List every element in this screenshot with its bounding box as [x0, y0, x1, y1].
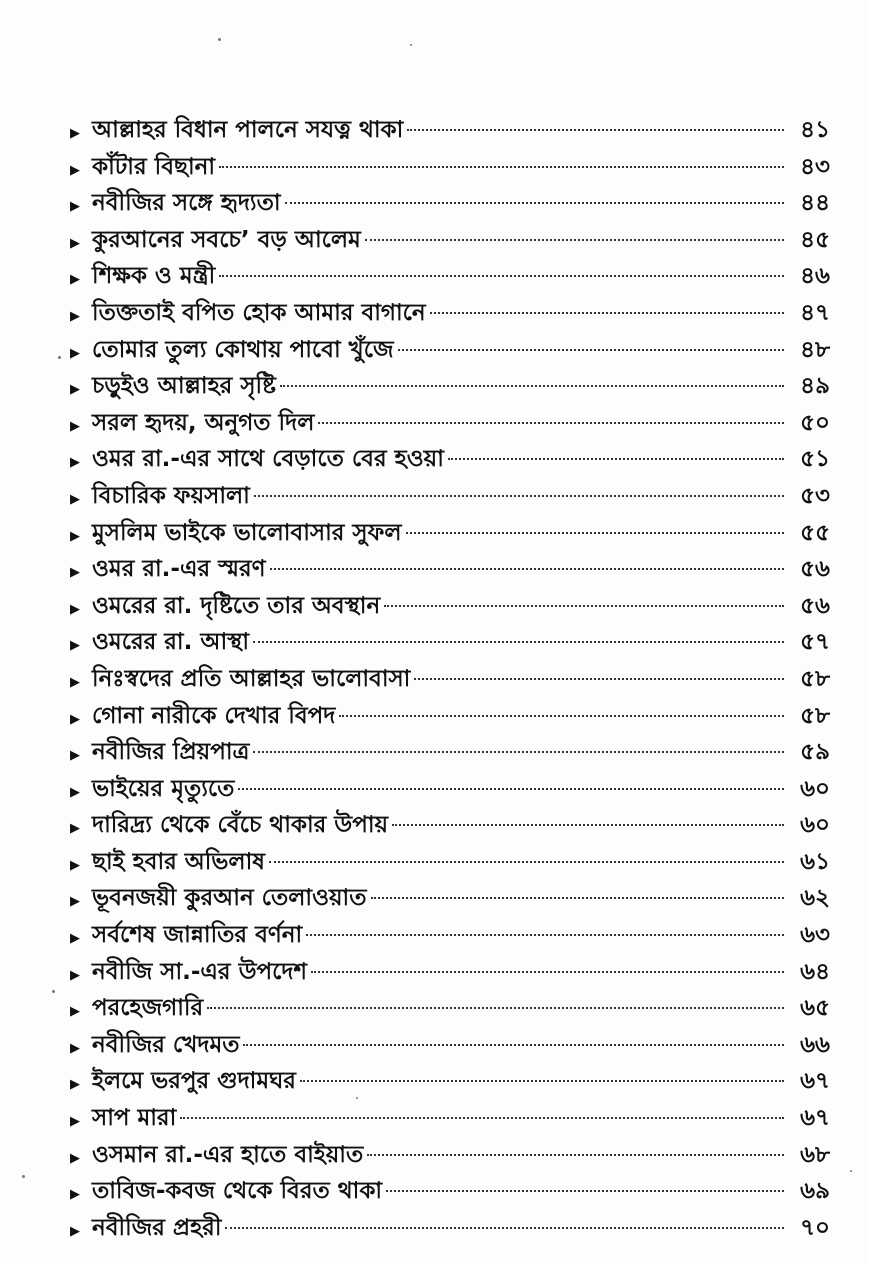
triangle-right-icon: ▶ [70, 418, 80, 434]
toc-entry[interactable] [70, 588, 830, 625]
dotted-leader [219, 166, 784, 168]
dotted-leader [243, 1044, 784, 1046]
toc-entry[interactable] [70, 1100, 830, 1137]
toc-entry-title: নবীজির প্রহরী [92, 1214, 222, 1241]
toc-entry-page-number: ৫৬ [800, 556, 830, 583]
triangle-right-icon: ▶ [70, 748, 80, 764]
triangle-right-icon: ▶ [70, 711, 80, 727]
toc-entry-page-number: ৬৭ [800, 1105, 830, 1132]
dotted-leader [238, 788, 784, 790]
toc-entry[interactable] [70, 807, 830, 844]
toc-entry[interactable] [70, 990, 830, 1027]
dotted-leader [306, 934, 784, 936]
toc-entry-page-number: ৬৩ [800, 922, 830, 949]
toc-entry[interactable] [70, 295, 830, 332]
scan-speck [410, 44, 412, 46]
dotted-leader [285, 202, 785, 204]
toc-entry[interactable] [70, 112, 830, 149]
toc-entry[interactable] [70, 185, 830, 222]
toc-entry[interactable] [70, 954, 830, 991]
toc-entry-title: সাপ মারা [92, 1105, 177, 1132]
toc-entry-page-number: ৫৬ [800, 592, 830, 619]
toc-entry[interactable] [70, 441, 830, 478]
toc-entry-title: ওসমান রা.-এর হাতে বাইয়াত [92, 1141, 364, 1168]
scan-speck [850, 1170, 852, 1172]
toc-entry[interactable] [70, 258, 830, 295]
toc-entry-title: তিক্ততাই বপিত হোক আমার বাগানে [92, 299, 426, 326]
toc-entry-page-number: ৪৫ [800, 226, 830, 253]
toc-entry-title: ওমর রা.-এর সাথে বেড়াতে বের হওয়া [92, 446, 444, 473]
triangle-right-icon: ▶ [70, 565, 80, 581]
toc-entry-title: ভাইয়ের মৃত্যুতে [92, 775, 235, 802]
toc-entry[interactable] [70, 698, 830, 735]
toc-entry[interactable] [70, 771, 830, 808]
triangle-right-icon: ▶ [70, 784, 80, 800]
dotted-leader [254, 495, 784, 497]
toc-entry-page-number: ৪৯ [800, 373, 830, 400]
toc-entry-title: ভূবনজয়ী কুরআন তেলাওয়াত [92, 885, 367, 912]
dotted-leader [430, 312, 784, 314]
toc-entry-page-number: ৬৭ [800, 1068, 830, 1095]
dotted-leader [392, 824, 784, 826]
dotted-leader [406, 532, 784, 534]
toc-entry-page-number: ৬৫ [800, 995, 830, 1022]
toc-entry-title: সর্বশেষ জান্নাতির বর্ণনা [92, 922, 303, 949]
toc-entry[interactable] [70, 917, 830, 954]
dotted-leader [407, 129, 784, 131]
scan-speck [22, 1175, 25, 1178]
dotted-leader [225, 1227, 784, 1229]
triangle-right-icon: ▶ [70, 1114, 80, 1130]
dotted-leader [253, 641, 784, 643]
toc-entry[interactable] [70, 222, 830, 259]
toc-entry[interactable] [70, 551, 830, 588]
scan-speck [218, 38, 221, 41]
triangle-right-icon: ▶ [70, 345, 80, 361]
toc-entry-title: শিক্ষক ও মন্ত্রী [92, 263, 216, 290]
toc-entry-title: ওমর রা.-এর স্মরণ [92, 556, 266, 583]
toc-entry-page-number: ৫০ [800, 409, 830, 436]
toc-entry-page-number: ৭০ [800, 1214, 830, 1241]
triangle-right-icon: ▶ [70, 308, 80, 324]
toc-entry[interactable] [70, 332, 830, 369]
toc-entry-page-number: ৪৬ [800, 263, 830, 290]
triangle-right-icon: ▶ [70, 894, 80, 910]
toc-entry-title: নবীজির প্রিয়পাত্র [92, 739, 250, 766]
toc-entry[interactable] [70, 844, 830, 881]
toc-entry-page-number: ৫৭ [800, 629, 830, 656]
toc-entry-page-number: ৪৭ [800, 299, 830, 326]
dotted-leader [367, 1154, 784, 1156]
triangle-right-icon: ▶ [70, 601, 80, 617]
toc-entry-page-number: ৪৮ [800, 336, 830, 363]
toc-entry-title: নবীজির খেদমত [92, 1031, 240, 1058]
toc-entry[interactable] [70, 1063, 830, 1100]
toc-entry-title: ওমরের রা. আস্থা [92, 629, 250, 656]
dotted-leader [311, 971, 784, 973]
toc-entry-page-number: ৫৯ [800, 739, 830, 766]
triangle-right-icon: ▶ [70, 1150, 80, 1166]
dotted-leader [253, 751, 784, 753]
dotted-leader [300, 1080, 784, 1082]
toc-entry-title: ইলমে ভরপুর গুদামঘর [92, 1068, 296, 1095]
toc-entry[interactable] [70, 515, 830, 552]
scan-speck [58, 356, 61, 359]
toc-entry-page-number: ৫৩ [800, 482, 830, 509]
triangle-right-icon: ▶ [70, 162, 80, 178]
dotted-leader [180, 1117, 784, 1119]
toc-entry-title: নবীজি সা.-এর উপদেশ [92, 958, 308, 985]
dotted-leader [365, 239, 784, 241]
triangle-right-icon: ▶ [70, 821, 80, 837]
triangle-right-icon: ▶ [70, 857, 80, 873]
toc-entry[interactable] [70, 405, 830, 442]
toc-entry-page-number: ৬৪ [800, 958, 830, 985]
toc-entry[interactable] [70, 1027, 830, 1064]
triangle-right-icon: ▶ [70, 235, 80, 251]
dotted-leader [339, 715, 784, 717]
toc-entry-page-number: ৫৫ [800, 519, 830, 546]
toc-entry-title: দারিদ্র্য থেকে বেঁচে থাকার উপায় [92, 812, 389, 839]
dotted-leader [386, 1190, 784, 1192]
triangle-right-icon: ▶ [70, 674, 80, 690]
toc-entry[interactable] [70, 478, 830, 515]
toc-entry[interactable] [70, 624, 830, 661]
dotted-leader [219, 275, 784, 277]
toc-entry-page-number: ৫৮ [800, 702, 830, 729]
toc-entry-page-number: ৪৪ [800, 190, 830, 217]
toc-entry-page-number: ৬৬ [800, 1031, 830, 1058]
toc-entry-page-number: ৬২ [800, 885, 830, 912]
toc-entry-page-number: ৬০ [800, 812, 830, 839]
scan-speck [52, 990, 55, 993]
dotted-leader [318, 422, 784, 424]
toc-entry[interactable] [70, 1173, 830, 1210]
dotted-leader [207, 1007, 784, 1009]
toc-entry[interactable] [70, 1137, 830, 1174]
toc-entry[interactable] [70, 1210, 830, 1247]
dotted-leader [448, 458, 784, 460]
toc-entry-title: নবীজির সঙ্গে হৃদ্যতা [92, 190, 281, 217]
toc-entry[interactable] [70, 149, 830, 186]
toc-entry-title: বিচারিক ফয়সালা [92, 482, 250, 509]
toc-entry-page-number: ৬১ [800, 848, 830, 875]
toc-entry-page-number: ৬৮ [800, 1141, 830, 1168]
dotted-leader [280, 385, 784, 387]
triangle-right-icon: ▶ [70, 1004, 80, 1020]
toc-entry-page-number: ৬০ [800, 775, 830, 802]
triangle-right-icon: ▶ [70, 1187, 80, 1203]
toc-entry-title: মুসলিম ভাইকে ভালোবাসার সুফল [92, 519, 402, 546]
toc-entry-title: নিঃস্বদের প্রতি আল্লাহর ভালোবাসা [92, 665, 411, 692]
dotted-leader [270, 568, 784, 570]
toc-entry[interactable] [70, 734, 830, 771]
dotted-leader [398, 349, 784, 351]
toc-entry[interactable] [70, 368, 830, 405]
dotted-leader [371, 897, 785, 899]
dotted-leader [414, 678, 784, 680]
triangle-right-icon: ▶ [70, 491, 80, 507]
triangle-right-icon: ▶ [70, 638, 80, 654]
toc-entry[interactable] [70, 880, 830, 917]
toc-entry-title: কাঁটার বিছানা [92, 153, 216, 180]
toc-entry-title: সরল হৃদয়, অনুগত দিল [92, 409, 315, 436]
toc-entry-page-number: ৪৩ [800, 153, 830, 180]
triangle-right-icon: ▶ [70, 1040, 80, 1056]
triangle-right-icon: ▶ [70, 126, 80, 141]
triangle-right-icon: ▶ [70, 967, 80, 983]
triangle-right-icon: ▶ [70, 1223, 80, 1239]
toc-entry-title: তাবিজ-কবজ থেকে বিরত থাকা [92, 1178, 383, 1205]
toc-entry-title: কুরআনের সবচে’ বড় আলেম [92, 226, 361, 253]
table-of-contents [70, 112, 830, 1246]
toc-entry-title: তোমার তুল্য কোথায় পাবো খুঁজে [92, 336, 394, 363]
toc-entry-page-number: ৬৯ [800, 1178, 830, 1205]
dotted-leader [269, 861, 784, 863]
triangle-right-icon: ▶ [70, 382, 80, 398]
dotted-leader [384, 605, 784, 607]
toc-entry-page-number: ৫৮ [800, 665, 830, 692]
triangle-right-icon: ▶ [70, 199, 80, 215]
triangle-right-icon: ▶ [70, 528, 80, 544]
triangle-right-icon: ▶ [70, 455, 80, 471]
triangle-right-icon: ▶ [70, 272, 80, 288]
triangle-right-icon: ▶ [70, 931, 80, 947]
toc-entry-title: ওমরের রা. দৃষ্টিতে তার অবস্থান [92, 592, 381, 619]
toc-entry-title: আল্লাহর বিধান পালনে সযত্ন থাকা [92, 117, 404, 143]
toc-entry-title: গোনা নারীকে দেখার বিপদ [92, 702, 336, 729]
toc-entry-title: পরহেজগারি [92, 995, 204, 1022]
triangle-right-icon: ▶ [70, 1077, 80, 1093]
toc-entry-page-number: ৪১ [800, 117, 830, 143]
toc-entry-page-number: ৫১ [800, 446, 830, 473]
toc-entry-title: ছাই হবার অভিলাষ [92, 848, 265, 875]
toc-entry-title: চড়ুইও আল্লাহর সৃষ্টি [92, 373, 276, 400]
toc-entry[interactable] [70, 661, 830, 698]
